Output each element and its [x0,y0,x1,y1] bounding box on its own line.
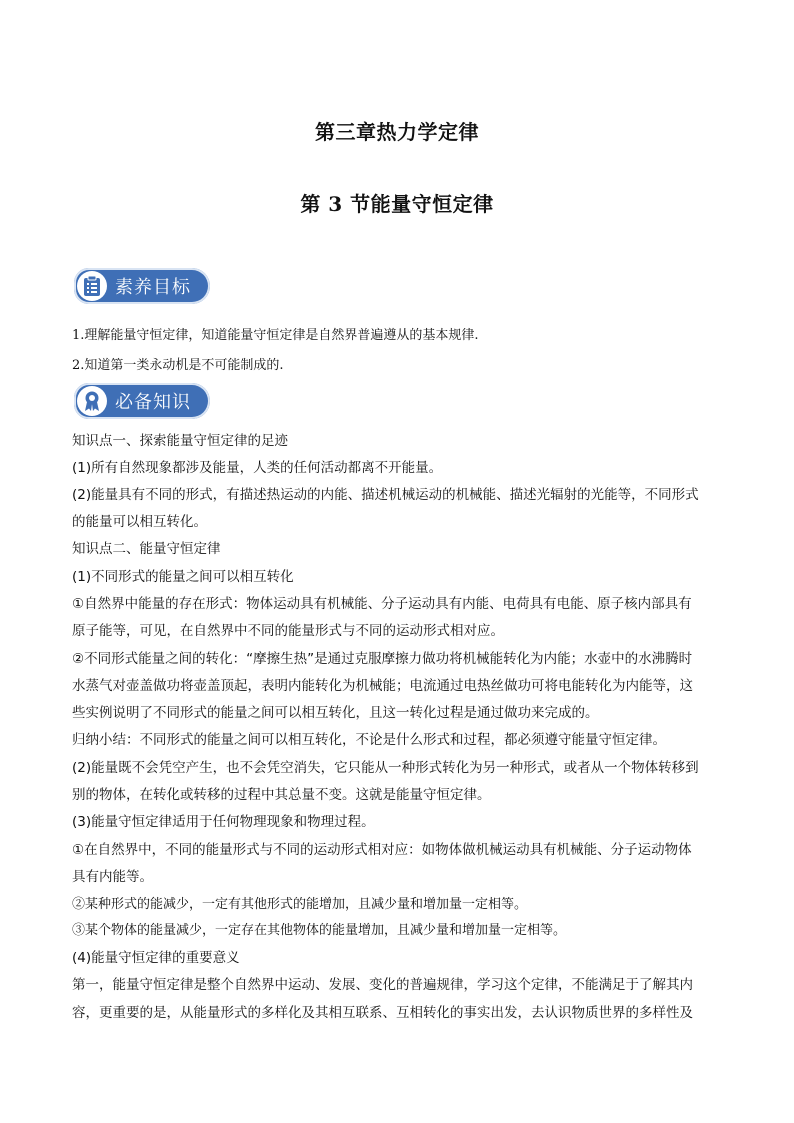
knowledge-section-badge [74,383,210,419]
body-line: (1)不同形式的能量之间可以相互转化 [72,569,294,585]
body-line: ①自然界中能量的存在形式：物体运动具有机械能、分子运动具有内能、电荷具有电能、原子核内部具有 [72,596,692,612]
body-line: ③某个物体的能量减少，一定存在其他物体的能量增加，且减少量和增加量一定相等。 [72,923,567,938]
body-line: 知识点一、探索能量守恒定律的足迹 [72,433,288,449]
body-line: 容，更重要的是，从能量形式的多样化及其相互联系、互相转化的事实出发，去认识物质世界的多样性及 [72,1005,693,1021]
body-line: (1)所有自然现象都涉及能量，人类的任何活动都离不开能量。 [72,460,443,476]
section-title: 第 3 节能量守恒定律 [300,192,494,216]
body-line: 知识点二、能量守恒定律 [72,541,221,557]
body-line: 水蒸气对壶盖做功将壶盖顶起，表明内能转化为机械能；电流通过电热丝做功可将电能转化为内能等，这 [72,678,693,694]
goal-item: 1.理解能量守恒定律，知道能量守恒定律是自然界普遍遵从的基本规律. [72,328,479,343]
goals-section-label: 素养目标 [115,277,191,298]
chapter-title: 第三章热力学定律 [315,120,479,144]
body-line: 些实例说明了不同形式的能量之间可以相互转化，且这一转化过程是通过做功来完成的。 [72,705,599,721]
body-line: ①在自然界中，不同的能量形式与不同的运动形式相对应：如物体做机械运动具有机械能、分子运动物体 [72,842,692,858]
clipboard-icon [77,271,107,301]
body-line: 第一，能量守恒定律是整个自然界中运动、发展、变化的普遍规律，学习这个定律，不能满足于了解其内 [72,977,693,993]
body-line: (2)能量既不会凭空产生，也不会凭空消失，它只能从一种形式转化为另一种形式，或者从一个物体转移到 [72,760,699,776]
award-ribbon-icon [77,386,107,416]
body-line: 归纳小结：不同形式的能量之间可以相互转化，不论是什么形式和过程，都必须遵守能量守恒定律。 [72,732,666,748]
body-line: ②不同形式能量之间的转化：“摩擦生热”是通过克服摩擦力做功将机械能转化为内能；水壶中的水沸腾时 [72,651,693,667]
knowledge-section-label: 必备知识 [115,392,191,413]
body-line: 的能量可以相互转化。 [72,514,207,530]
goals-section-badge [74,268,210,304]
body-line: 别的物体，在转化或转移的过程中其总量不变。这就是能量守恒定律。 [72,787,491,803]
body-line: 原子能等，可见，在自然界中不同的能量形式与不同的运动形式相对应。 [72,623,504,639]
body-line: 具有内能等。 [72,869,153,885]
body-line: (3)能量守恒定律适用于任何物理现象和物理过程。 [72,814,375,830]
body-line: (2)能量具有不同的形式，有描述热运动的内能、描述机械运动的机械能、描述光辐射的光能等，不同形式 [72,487,699,503]
goal-item: 2.知道第一类永动机是不可能制成的. [72,358,284,373]
body-line: ②某种形式的能减少，一定有其他形式的能增加，且减少量和增加量一定相等。 [72,897,528,912]
body-line: (4)能量守恒定律的重要意义 [72,950,240,966]
